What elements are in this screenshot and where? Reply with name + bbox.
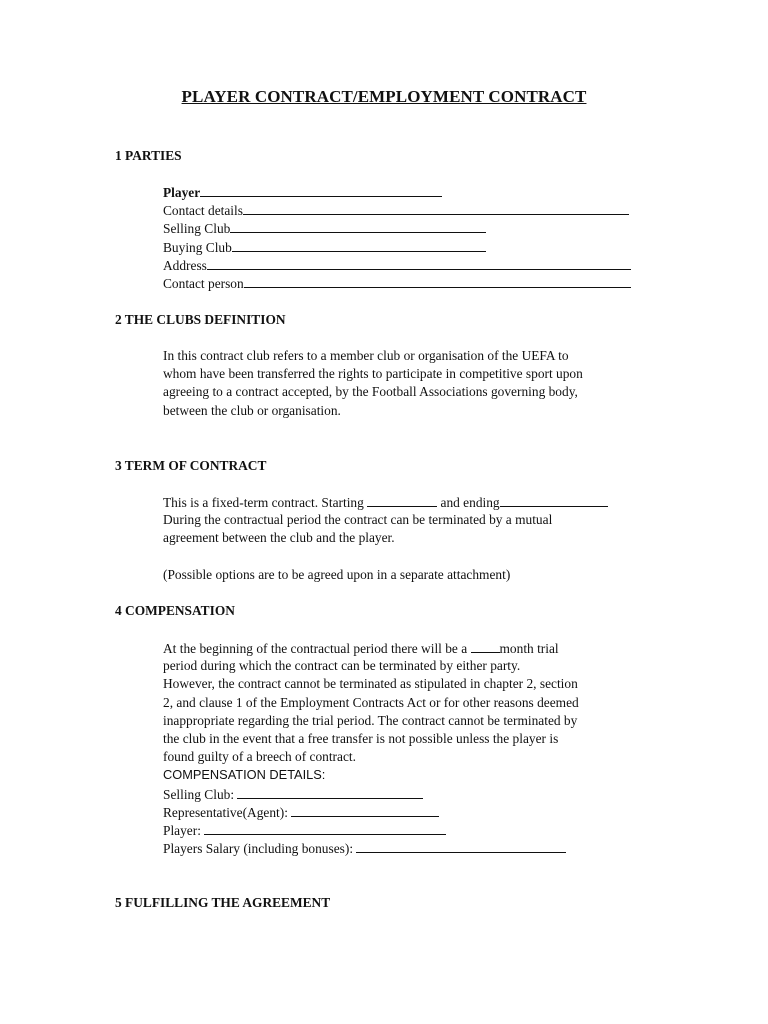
paragraph-line: 2, and clause 1 of the Employment Contracts Act or for other reasons deemed [163,694,579,710]
section-5-heading: 5 FULFILLING THE AGREEMENT [115,895,331,910]
paragraph-line: between the club or organisation. [163,402,341,418]
trial-period-text: At the beginning of the contractual period there will be a [163,641,471,656]
player-blank[interactable] [200,183,442,197]
term-dates-line [163,493,663,511]
paragraph-line: the club in the event that a free transfer is not possible unless the player is [163,730,559,746]
paragraph-line: agreement between the club and the player. [163,530,395,546]
paragraph-line: period during which the contract can be terminated by either party. [163,658,521,674]
selling-club-blank[interactable] [230,219,486,233]
selling-club-field[interactable] [163,219,663,237]
trial-months-blank[interactable] [471,639,500,653]
paragraph-line: During the contractual period the contract can be terminated by a mutual [163,512,553,528]
contact-details-blank[interactable] [243,201,629,215]
salary-field[interactable] [163,839,663,857]
address-label: Address [163,257,207,273]
comp-player-blank[interactable] [204,821,446,835]
player-label: Player [163,185,201,200]
buying-club-label: Buying Club [163,239,232,255]
trial-period-line [163,639,663,657]
buying-club-field[interactable] [163,238,663,256]
buying-club-blank[interactable] [232,238,486,252]
contact-details-label: Contact details [163,203,243,219]
representative-blank[interactable] [291,803,439,817]
player-field[interactable] [163,183,663,201]
representative-label: Representative(Agent): [163,804,292,820]
paragraph-line: inappropriate regarding the trial period. The contract cannot be terminated by [163,712,578,728]
options-note: (Possible options are to be agreed upon in a separate attachment) [163,566,511,582]
selling-club-label: Selling Club [163,221,231,237]
paragraph-line: found guilty of a breech of contract. [163,749,356,765]
section-2-heading: 2 THE CLUBS DEFINITION [115,312,286,327]
address-blank[interactable] [207,256,631,270]
term-end-label: and ending [437,495,500,510]
clubs-definition-text [163,347,663,420]
salary-label: Players Salary (including bonuses): [163,841,357,857]
term-of-contract-text [163,493,663,584]
contact-person-label: Contact person [163,275,244,291]
start-date-blank[interactable] [367,493,437,507]
parties-fields [163,183,663,292]
comp-selling-club-field[interactable] [163,785,663,803]
trial-month-label: month trial [499,641,559,656]
paragraph-line: However, the contract cannot be terminated as stipulated in chapter 2, section [163,676,578,692]
contact-details-field[interactable] [163,201,663,219]
contact-person-blank[interactable] [244,274,631,288]
section-4-heading: 4 COMPENSATION [115,603,235,618]
paragraph-line: whom have been transferred the rights to participate in competitive sport upon [163,366,583,382]
paragraph-line: In this contract club refers to a member club or organisation of the UEFA to [163,348,569,363]
comp-selling-club-label: Selling Club: [163,786,238,802]
section-1-heading: 1 PARTIES [115,148,182,163]
document-title: PLAYER CONTRACT/EMPLOYMENT CONTRACT [181,87,587,106]
comp-selling-club-blank[interactable] [237,785,423,799]
compensation-details-label: COMPENSATION DETAILS: [163,767,326,783]
paragraph-line: agreeing to a contract accepted, by the Football Associations governing body, [163,384,578,400]
representative-field[interactable] [163,803,663,821]
compensation-text [163,639,663,857]
comp-player-field[interactable] [163,821,663,839]
salary-blank[interactable] [356,839,566,853]
section-3-heading: 3 TERM OF CONTRACT [115,458,267,473]
comp-player-label: Player: [163,822,205,838]
end-date-blank[interactable] [500,493,608,507]
address-field[interactable] [163,256,663,274]
contact-person-field[interactable] [163,274,663,292]
term-start-label: This is a fixed-term contract. Starting [163,495,368,510]
